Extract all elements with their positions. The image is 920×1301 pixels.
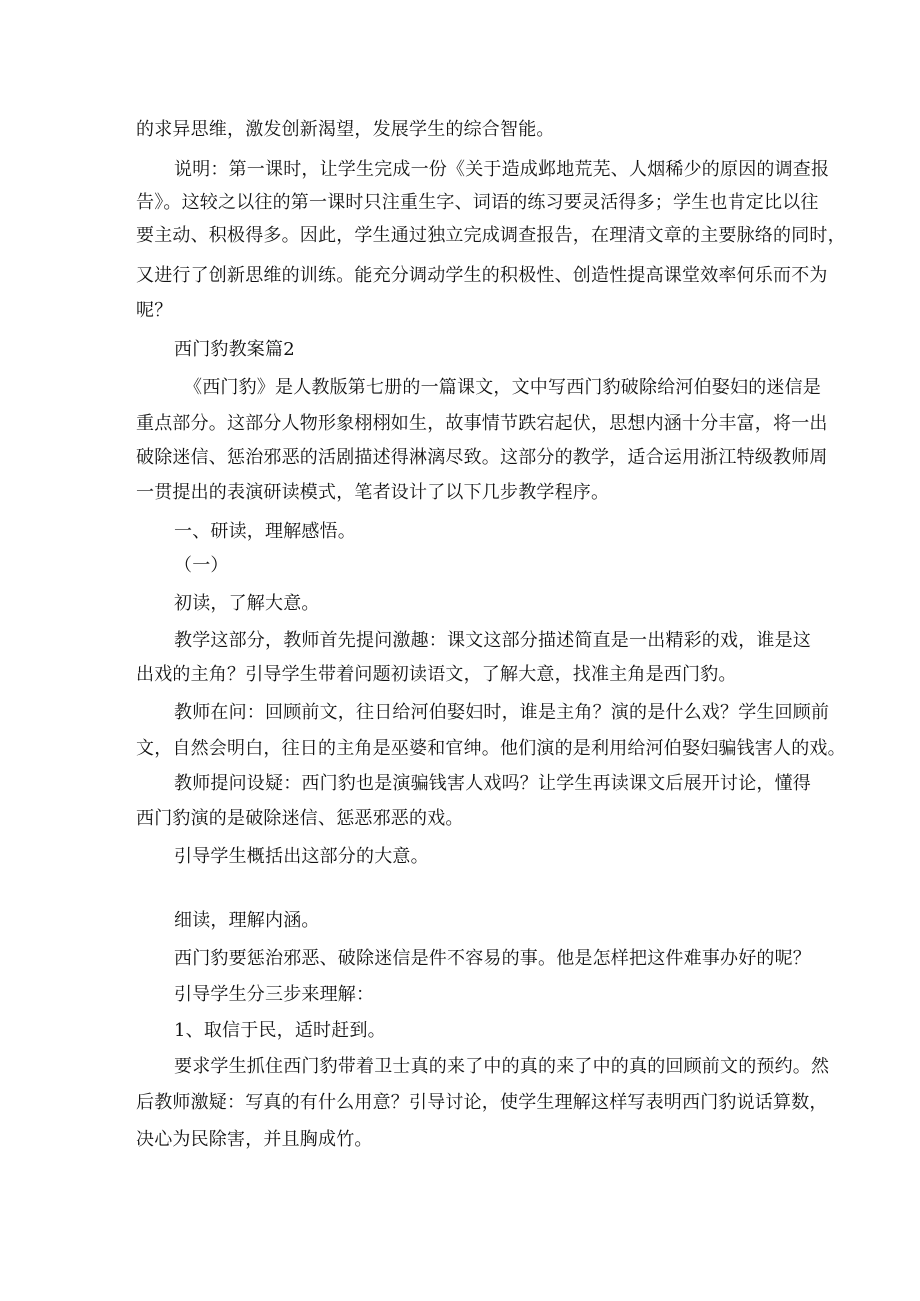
- paragraph-line: 后教师激疑：写真的有什么用意？引导讨论，使学生理解这样写表明西门豹说话算数，: [136, 1092, 828, 1113]
- subsection-marker: （一）: [174, 555, 229, 576]
- subsection-heading: 初读，了解大意。: [174, 593, 320, 614]
- paragraph-line: 说明：第一课时，让学生完成一份《关于造成邺地荒芜、人烟稀少的原因的调查报: [174, 159, 830, 180]
- section-heading: 西门豹教案篇2: [174, 339, 295, 360]
- paragraph-line: 又进行了创新思维的训练。能充分调动学生的积极性、创造性提高课堂效率何乐而不为: [136, 265, 828, 286]
- paragraph-line: 西门豹演的是破除迷信、惩恶邪恶的戏。: [136, 808, 464, 829]
- paragraph-line: 要求学生抓住西门豹带着卫士真的来了中的真的来了中的真的回顾前文的预约。然: [174, 1056, 830, 1077]
- paragraph-line: 引导学生分三步来理解：: [174, 984, 375, 1005]
- list-item: 1、取信于民，适时赶到。: [174, 1020, 386, 1041]
- paragraph-line: 要主动、积极得多。因此，学生通过独立完成调查报告，在理清文章的主要脉络的同时，: [136, 225, 846, 246]
- subsection-heading: 细读，理解内涵。: [174, 910, 320, 931]
- paragraph-line: 教师提问设疑：西门豹也是演骗钱害人戏吗？让学生再读课文后展开讨论，懂得: [174, 773, 811, 794]
- paragraph-line: 出戏的主角？引导学生带着问题初读语文，了解大意，找准主角是西门豹。: [136, 664, 737, 685]
- paragraph-line: 告》。这较之以往的第一课时只注重生字、词语的练习要灵活得多；学生也肯定比以往: [136, 192, 819, 213]
- paragraph-line: 一贯提出的表演研读模式，笔者设计了以下几步教学程序。: [136, 482, 610, 503]
- paragraph-line: 教师在问：回顾前文，往日给河伯娶妇时，谁是主角？演的是什么戏？学生回顾前: [174, 702, 830, 723]
- paragraph-line: 文，自然会明白，往日的主角是巫婆和官绅。他们演的是利用给河伯娶妇骗钱害人的戏。: [136, 738, 846, 759]
- paragraph-line: 决心为民除害，并且胸成竹。: [136, 1129, 373, 1150]
- paragraph-line: 教学这部分，教师首先提问激趣：课文这部分描述简直是一出精彩的戏，谁是这: [174, 630, 811, 651]
- paragraph-line: 《西门豹》是人教版第七册的一篇课文，文中写西门豹破除给河伯娶妇的迷信是: [184, 377, 821, 398]
- section-heading: 一、研读，理解感悟。: [174, 521, 356, 542]
- paragraph-line: 引导学生概括出这部分的大意。: [174, 846, 429, 867]
- paragraph-line: 西门豹要惩治邪恶、破除迷信是件不容易的事。他是怎样把这件难事办好的呢？: [174, 948, 811, 969]
- paragraph-line: 呢？: [136, 300, 173, 321]
- paragraph-line: 破除迷信、惩治邪恶的活剧描述得淋漓尽致。这部分的教学，适合运用浙江特级教师周: [136, 447, 828, 468]
- paragraph-line: 的求异思维，激发创新渴望，发展学生的综合智能。: [136, 119, 555, 140]
- paragraph-line: 重点部分。这部分人物形象栩栩如生，故事情节跌宕起伏，思想内涵十分丰富，将一出: [136, 413, 828, 434]
